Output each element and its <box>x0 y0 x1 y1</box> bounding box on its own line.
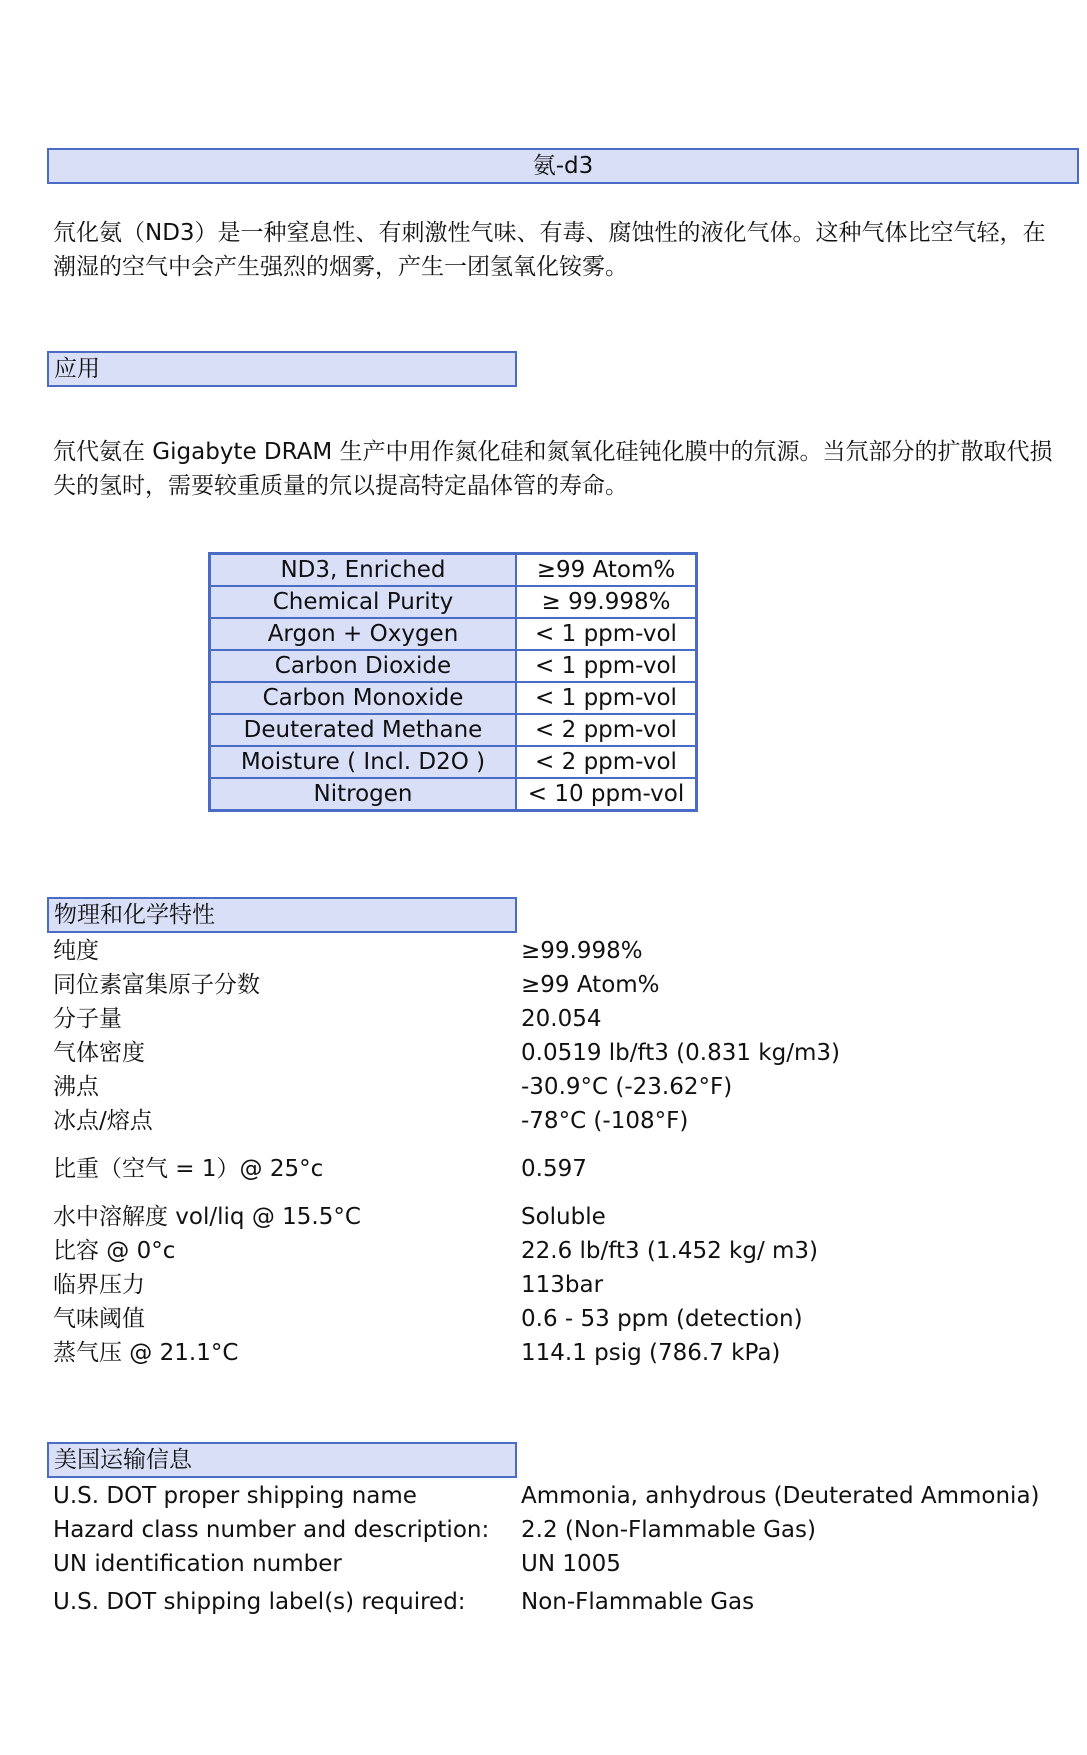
property-row <box>53 1070 1073 1104</box>
table-row <box>210 746 697 778</box>
spec-value: ≥99 Atom% <box>516 554 697 587</box>
property-row <box>53 1036 1073 1070</box>
property-row <box>53 934 1073 968</box>
spec-name: Chemical Purity <box>210 586 517 618</box>
spec-value: ≥ 99.998% <box>516 586 697 618</box>
property-value: 22.6 lb/ft3 (1.452 kg/ m3) <box>521 1238 819 1264</box>
spec-name: Carbon Dioxide <box>210 650 517 682</box>
transport-row <box>53 1585 1073 1619</box>
property-row <box>53 1268 1073 1302</box>
property-row <box>53 1200 1073 1234</box>
property-label: 水中溶解度 vol/liq @ 15.5°C <box>53 1204 361 1230</box>
property-value: 0.0519 lb/ft3 (0.831 kg/m3) <box>521 1040 840 1066</box>
transport-row <box>53 1547 1073 1581</box>
property-value: -30.9°C (-23.62°F) <box>521 1074 733 1100</box>
property-label: 气味阈值 <box>53 1306 145 1332</box>
property-row <box>53 1104 1073 1138</box>
property-value: Soluble <box>521 1204 606 1230</box>
spec-value: < 2 ppm-vol <box>516 746 697 778</box>
property-label: 沸点 <box>53 1074 99 1100</box>
property-label: 气体密度 <box>53 1040 145 1066</box>
spec-name: Argon + Oxygen <box>210 618 517 650</box>
property-row <box>53 1336 1073 1370</box>
property-value: 114.1 psig (786.7 kPa) <box>521 1340 781 1366</box>
spec-value: < 1 ppm-vol <box>516 650 697 682</box>
property-label: 比重（空气 = 1）@ 25°c <box>53 1156 324 1182</box>
table-row <box>210 682 697 714</box>
property-row <box>53 1302 1073 1336</box>
property-row <box>53 968 1073 1002</box>
property-value: -78°C (-108°F) <box>521 1108 689 1134</box>
transport-row <box>53 1479 1073 1513</box>
property-label: 同位素富集原子分数 <box>53 972 260 998</box>
table-row <box>210 650 697 682</box>
property-row <box>53 1002 1073 1036</box>
property-label: 比容 @ 0°c <box>53 1238 176 1264</box>
spec-name: Carbon Monoxide <box>210 682 517 714</box>
transport-label: UN identification number <box>53 1551 342 1577</box>
property-value: 0.6 - 53 ppm (detection) <box>521 1306 803 1332</box>
property-value: 20.054 <box>521 1006 602 1032</box>
application-paragraph: 氘代氨在 Gigabyte DRAM 生产中用作氮化硅和氮氧化硅钝化膜中的氘源。当氘部分的扩散取代损失的氢时，需要较重质量的氘以提高特定晶体管的寿命。 <box>53 439 1053 499</box>
section-heading-application: 应用 <box>47 351 517 387</box>
transport-label: U.S. DOT proper shipping name <box>53 1483 417 1509</box>
transport-value: UN 1005 <box>521 1551 621 1577</box>
page-title: 氨-d3 <box>47 148 1079 184</box>
spec-name: Moisture ( Incl. D2O ) <box>210 746 517 778</box>
property-value: ≥99 Atom% <box>521 972 660 998</box>
transport-row <box>53 1513 1073 1547</box>
spec-name: ND3, Enriched <box>210 554 517 587</box>
property-row <box>53 1234 1073 1268</box>
table-row <box>210 586 697 618</box>
property-row <box>53 1152 1073 1186</box>
section-heading-properties: 物理和化学特性 <box>47 897 517 933</box>
spec-value: < 10 ppm-vol <box>516 778 697 811</box>
property-value: ≥99.998% <box>521 938 643 964</box>
transport-label: U.S. DOT shipping label(s) required: <box>53 1589 466 1615</box>
spec-name: Nitrogen <box>210 778 517 811</box>
property-label: 冰点/熔点 <box>53 1108 153 1134</box>
spec-value: < 1 ppm-vol <box>516 682 697 714</box>
table-row <box>210 778 697 811</box>
property-label: 分子量 <box>53 1006 122 1032</box>
specification-table <box>208 552 698 812</box>
table-row <box>210 554 697 587</box>
property-label: 纯度 <box>53 938 99 964</box>
transport-value: 2.2 (Non-Flammable Gas) <box>521 1517 816 1543</box>
property-label: 临界压力 <box>53 1272 145 1298</box>
transport-value: Ammonia, anhydrous (Deuterated Ammonia) <box>521 1483 1040 1509</box>
spec-value: < 1 ppm-vol <box>516 618 697 650</box>
property-label: 蒸气压 @ 21.1°C <box>53 1340 239 1366</box>
transport-label: Hazard class number and description: <box>53 1517 490 1543</box>
property-value: 113bar <box>521 1272 604 1298</box>
table-row <box>210 618 697 650</box>
spec-name: Deuterated Methane <box>210 714 517 746</box>
transport-value: Non-Flammable Gas <box>521 1589 755 1615</box>
table-row <box>210 714 697 746</box>
spec-value: < 2 ppm-vol <box>516 714 697 746</box>
intro-paragraph: 氘化氨（ND3）是一种窒息性、有刺激性气味、有毒、腐蚀性的液化气体。这种气体比空气轻，在潮湿的空气中会产生强烈的烟雾，产生一团氢氧化铵雾。 <box>53 220 1046 280</box>
section-heading-transport: 美国运输信息 <box>47 1442 517 1478</box>
property-value: 0.597 <box>521 1156 587 1182</box>
